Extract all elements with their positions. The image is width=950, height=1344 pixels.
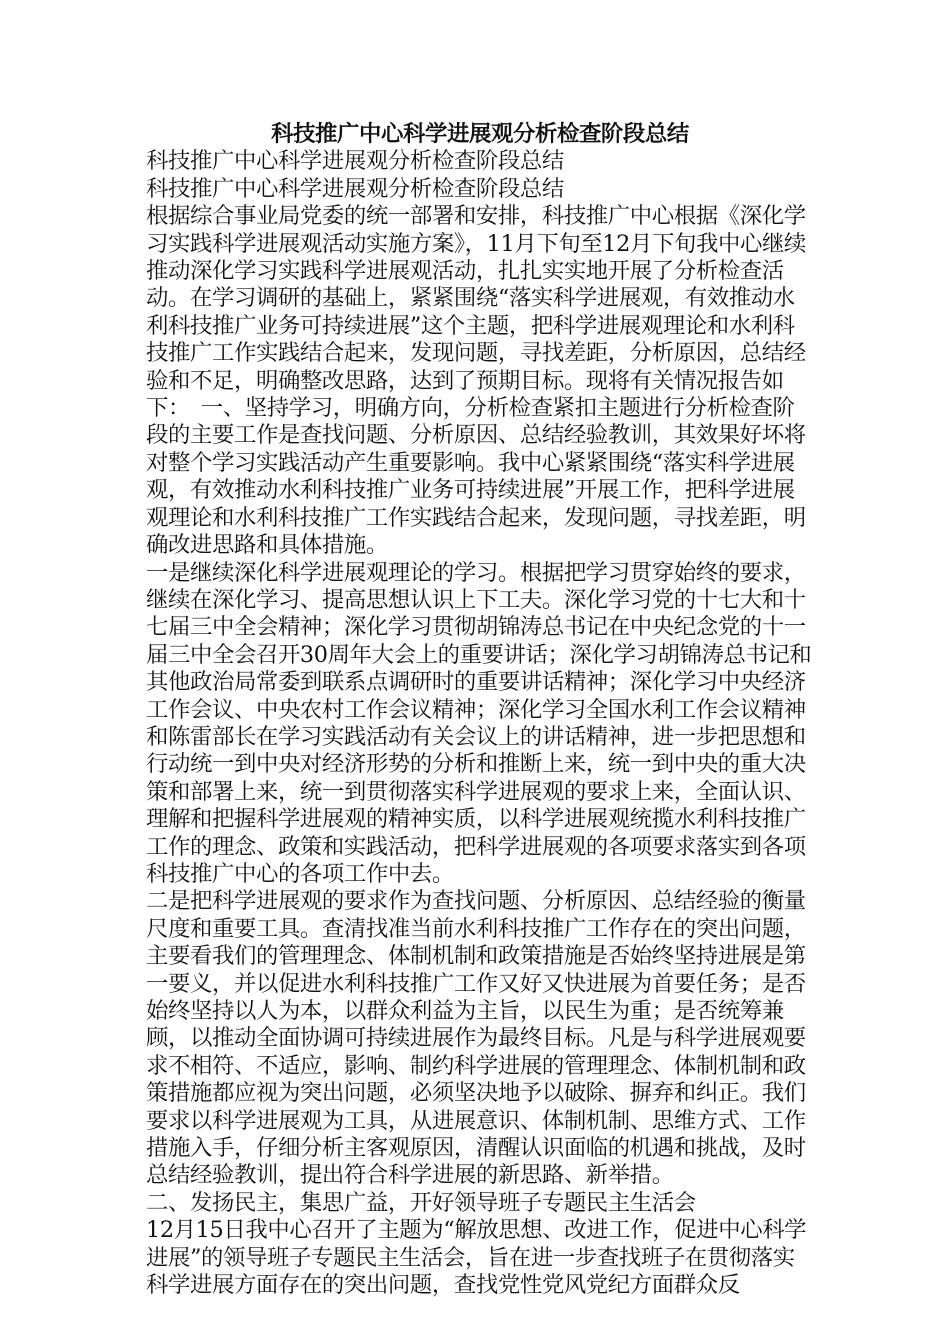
document-subtitle-1: 科技推广中心科学进展观分析检查阶段总结 xyxy=(146,148,564,175)
document-title: 科技推广中心科学进展观分析检查阶段总结 xyxy=(271,121,689,147)
paragraph-point-one: 一是继续深化科学进展观理论的学习。根据把学习贯穿始终的要求，继续在深化学习、提高思想认识上下工夫。深化学习党的十七大和十七届三中全会精神；深化学习贯彻胡锦涛总书记在中央纪念党的十一届三中全会召开30周年大会上的重要讲话；深化学习胡锦涛总书记和其他政治局常委到联系点调研时的重要讲话精神；深化学习中央经济工作会议、中央农村工作会议精神；深化学习全国水利工作会议精神和陈雷部长在学习实践活动有关会议上的讲话精神，进一步把思想和行动统一到中央对经济形势的分析和推断上来，统一到中央的重大决策和部署上来，统一到贯彻落实科学进展观的要求上来，全面认识、理解和把握科学进展观的精神实质，以科学进展观统揽水利科技推广工作的理念、政策和实践活动，把科学进展观的各项要求落实到各项科技推广中心的各项工作中去。 xyxy=(146,559,812,887)
paragraph-point-two: 二是把科学进展观的要求作为查找问题、分析原因、总结经验的衡量尺度和重要工具。查清找准当前水利科技推广工作存在的突出问题，主要看我们的管理理念、体制机制和政策措施是否始终坚持进展是第一要义，并以促进水利科技推广工作又好又快进展为首要任务；是否始终坚持以人为本，以群众利益为主旨，以民生为重；是否统筹兼顾，以推动全面协调可持续进展作为最终目标。凡是与科学进展观要求不相符、不适应，影响、制约科学进展的管理理念、体制机制和政策措施都应视为突出问题，必须坚决地予以破除、摒弃和纠正。我们要求以科学进展观为工具，从进展意识、体制机制、思维方式、工作措施入手，仔细分析主客观原因，清醒认识面临的机遇和挑战，及时总结经验教训，提出符合科学进展的新思路、新举措。 xyxy=(146,888,806,1189)
paragraph-meeting: 12月15日我中心召开了主题为“解放思想、改进工作，促进中心科学进展”的领导班子专题民主生活会，旨在进一步查找班子在贯彻落实科学进展方面存在的突出问题，查找党性党风党纪方面群众反 xyxy=(146,1217,807,1299)
document-subtitle-2: 科技推广中心科学进展观分析检查阶段总结 xyxy=(146,175,564,202)
section-heading-two: 二、发扬民主，集思广益，开好领导班子专题民主生活会 xyxy=(146,1189,696,1216)
paragraph-intro: 根据综合事业局党委的统一部署和安排，科技推广中心根据《深化学习实践科学进展观活动实施方案》，11月下旬至12月下旬我中心继续推动深化学习实践科学进展观活动，扎扎实实地开展了分析检查活动。在学习调研的基础上，紧紧围绕“落实科学进展观，有效推动水利科技推广业务可持续进展”这个主题，把科学进展观理论和水利科技推广工作实践结合起来，发现问题，寻找差距，分析原因，总结经验和不足，明确整改思路，达到了预期目标。现将有关情况报告如下： 一、坚持学习，明确方向，分析检查紧扣主题进行分析检查阶段的主要工作是查找问题、分析原因、总结经验教训，其效果好坏将对整个学习实践活动产生重要影响。我中心紧紧围绕“落实科学进展观，有效推动水利科技推广业务可持续进展”开展工作，把科学进展观理论和水利科技推广工作实践结合起来，发现问题，寻找差距，明确改进思路和具体措施。 xyxy=(146,203,806,559)
document-page xyxy=(146,121,814,1299)
